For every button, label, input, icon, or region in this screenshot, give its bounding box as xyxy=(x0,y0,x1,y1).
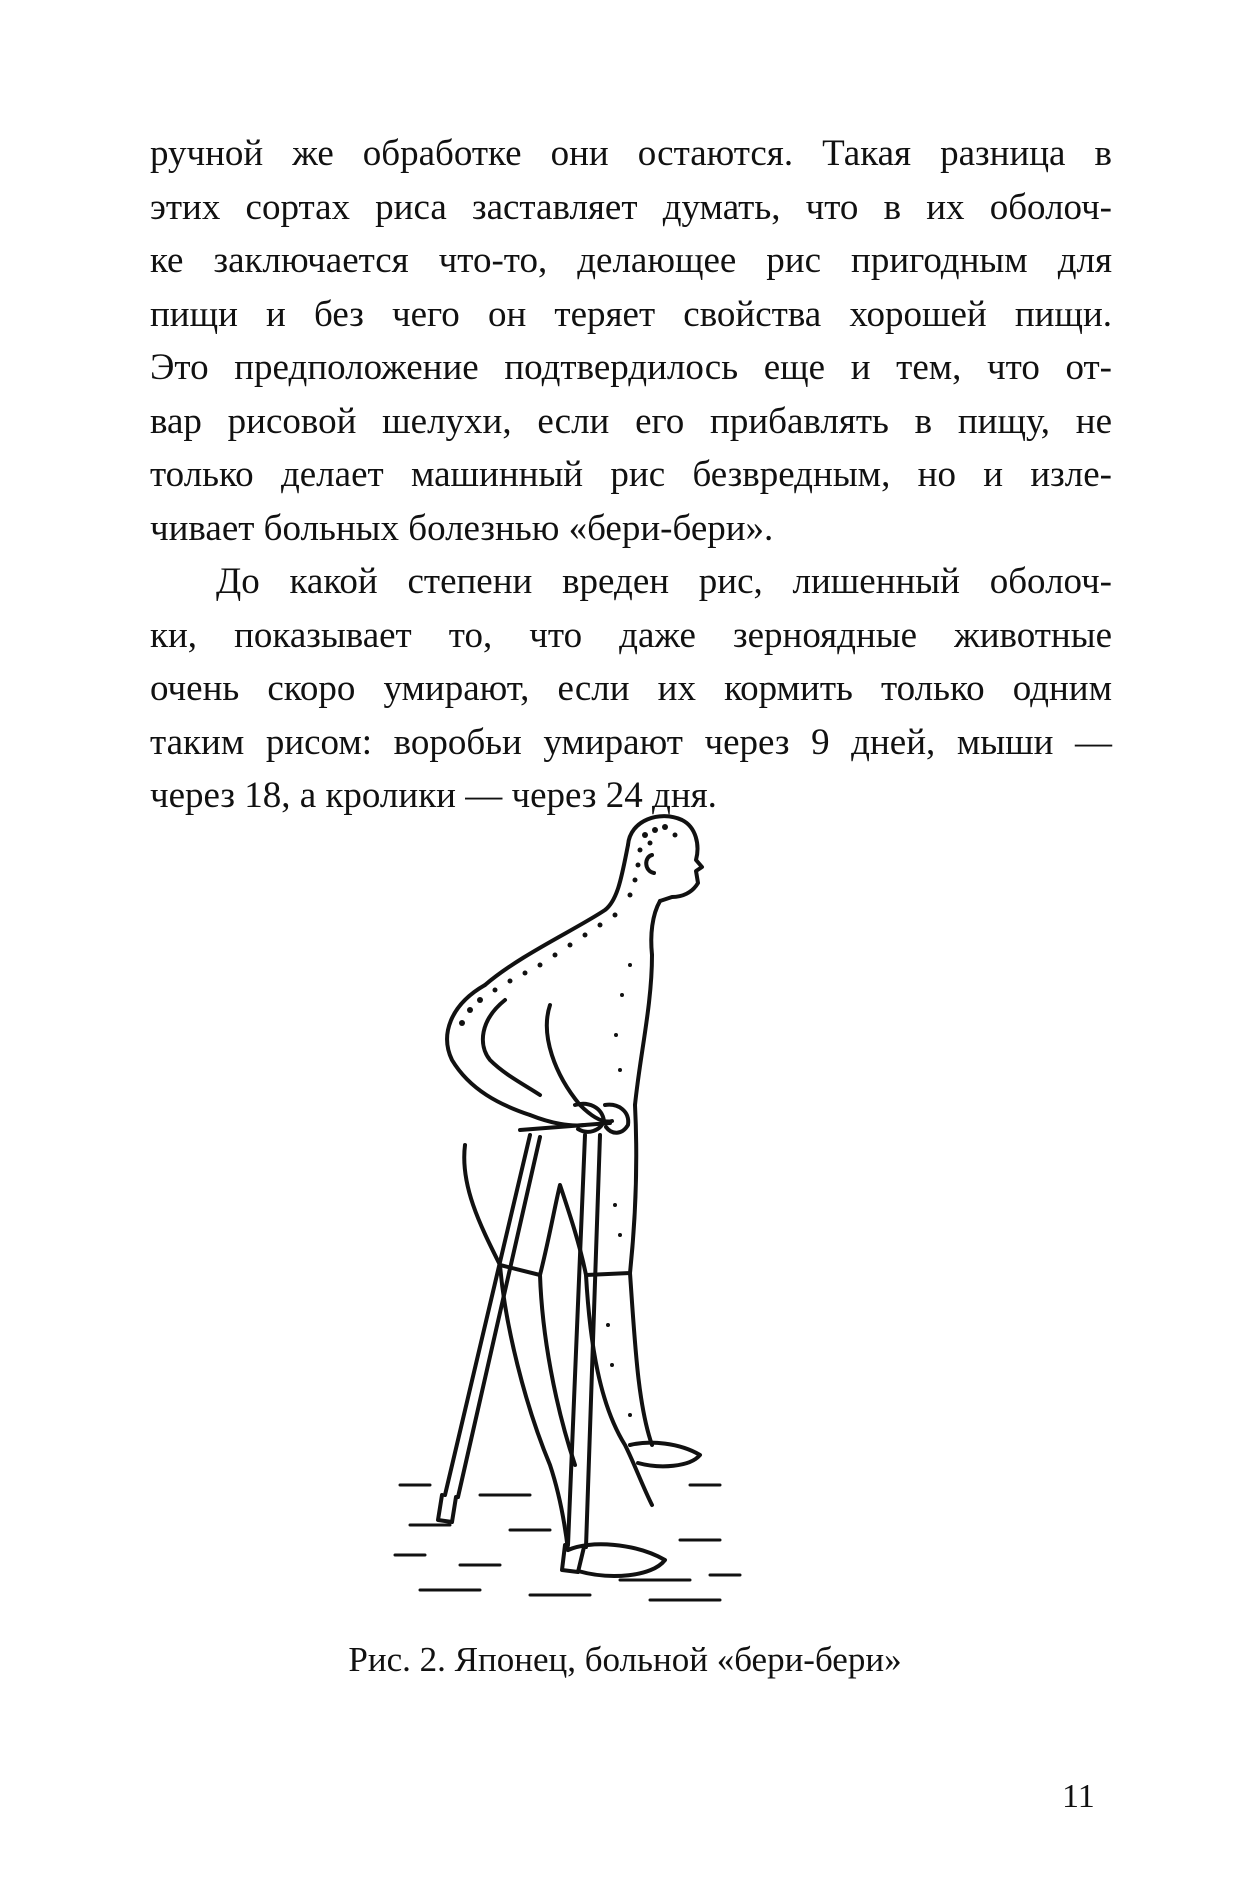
text-line: через 18, а кролики — через 24 дня. xyxy=(150,775,717,816)
page-number: 11 xyxy=(1062,1778,1095,1815)
front-slipper xyxy=(630,1443,700,1467)
text-line: очень скоро умирают, если их кормить только одним xyxy=(150,668,1112,709)
text-line: До какой степени вреден рис, лишенный оболоч- xyxy=(216,561,1112,602)
text-line: ке заключается что-то, делающее рис пригодным для xyxy=(150,240,1112,281)
near-arm-inner xyxy=(483,1000,540,1095)
ear xyxy=(646,855,654,873)
text-line: чивает больных болезнью «бери-бери». xyxy=(150,507,774,549)
crutch-right xyxy=(568,1135,585,1545)
shading-dots xyxy=(459,824,678,1417)
text-line: ки, показывает то, что даже зерноядные животные xyxy=(150,614,1112,656)
back-leg-inner xyxy=(540,1275,575,1465)
front-leg-inner xyxy=(630,1273,652,1445)
figure-caption: Рис. 2. Японец, больной «бери-бери» xyxy=(348,1640,902,1679)
text-line: только делает машинный рис безвредным, но и изле- xyxy=(150,454,1112,495)
figure-illustration xyxy=(390,805,830,1605)
crutch-left-tip xyxy=(438,1495,456,1522)
neck-front xyxy=(651,901,660,955)
text-line: вар рисовой шелухи, если его прибавлять в пищу, не xyxy=(150,400,1112,442)
text-line: таким рисом: воробьи умирают через 9 дней, мыши — xyxy=(150,721,1112,763)
paragraph-1 xyxy=(150,127,1112,555)
text-line: этих сортах риса заставляет думать, что в их оболоч- xyxy=(150,186,1112,228)
body-text xyxy=(150,127,1112,823)
near-arm-upper xyxy=(447,985,530,1115)
crutch-right-b xyxy=(586,1135,600,1547)
text-line: ручной же обработке они остаются. Такая разница в xyxy=(150,133,1112,174)
crutch-left xyxy=(445,1135,530,1495)
text-line: Это предположение подтвердилось еще и тем, что от- xyxy=(150,347,1112,388)
hand-far xyxy=(605,1105,628,1133)
back-line xyxy=(485,845,628,985)
text-line: пищи и без чего он теряет свойства хорошей пищи. xyxy=(150,293,1112,335)
torso-front xyxy=(635,955,652,1105)
man-with-crutches-illustration xyxy=(390,805,830,1605)
paragraph-2 xyxy=(150,555,1112,823)
